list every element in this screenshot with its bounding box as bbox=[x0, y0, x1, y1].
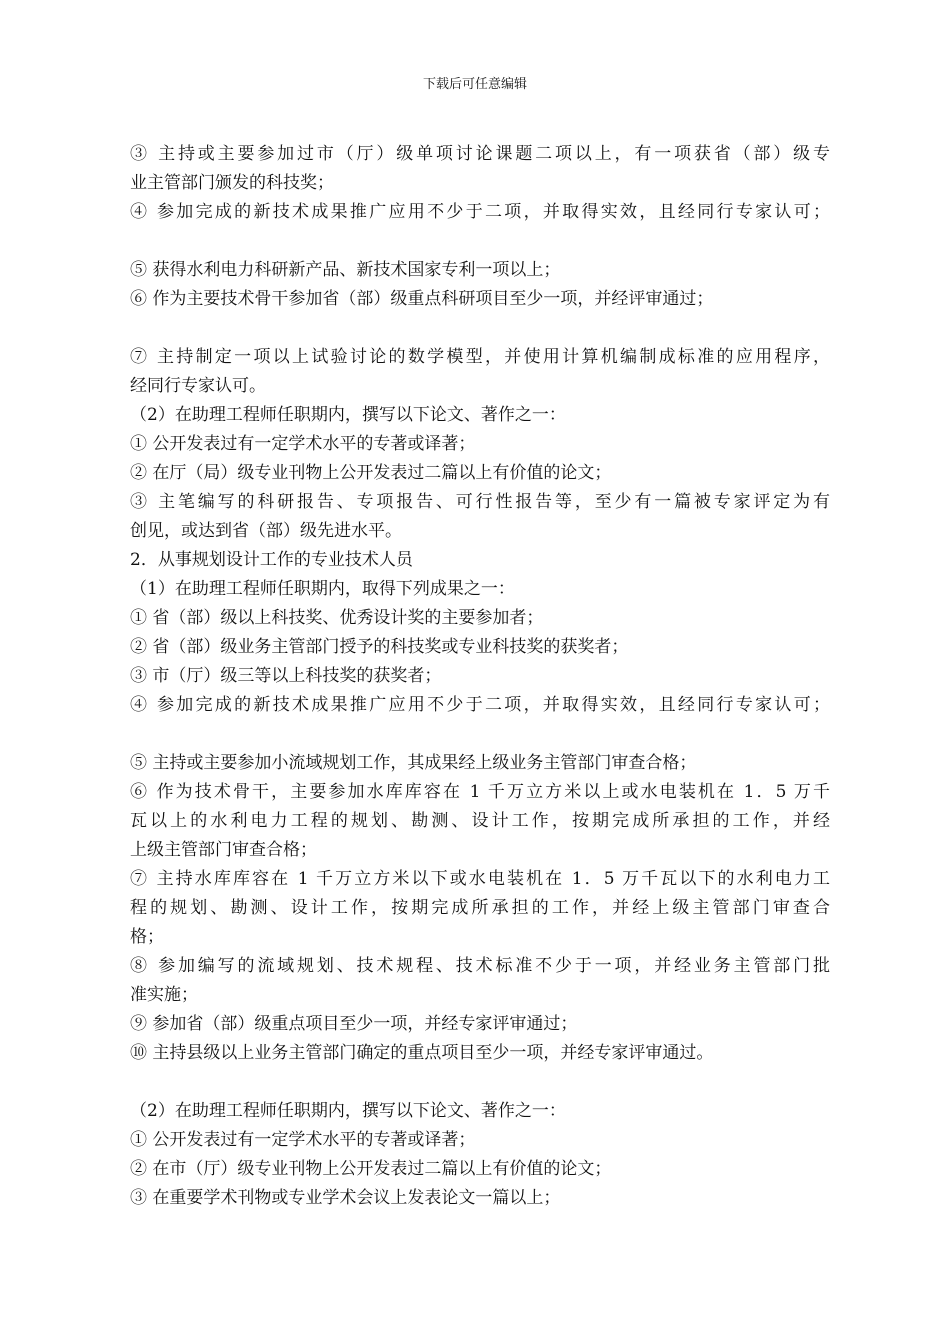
text-line: ⑨ 参加省（部）级重点项目至少一项，并经专家评审通过； bbox=[130, 1014, 578, 1034]
text-line: 格； bbox=[130, 927, 164, 947]
text-line: ③ 市（厅）级三等以上科技奖的获奖者； bbox=[130, 666, 442, 686]
text-line: 瓦以上的水利电力工程的规划、勘测、设计工作，按期完成所承担的工作，并经 bbox=[130, 811, 830, 831]
section-heading: 2．从事规划设计工作的专业技术人员 bbox=[130, 550, 413, 570]
text-line: ⑥ 作为主要技术骨干参加省（部）级重点科研项目至少一项，并经评审通过； bbox=[130, 289, 714, 309]
blank-line bbox=[130, 720, 830, 749]
text-line: ① 省（部）级以上科技奖、优秀设计奖的主要参加者； bbox=[130, 608, 544, 628]
text-line: ② 在厅（局）级专业刊物上公开发表过二篇以上有价值的论文； bbox=[130, 463, 612, 483]
text-line: ⑧ 参加编写的流域规划、技术规程、技术标准不少于一项，并经业务主管部门批 bbox=[130, 956, 830, 976]
blank-line bbox=[130, 314, 830, 343]
text-line: 经同行专家认可。 bbox=[130, 376, 266, 396]
text-line: ⑦ 主持制定一项以上试验讨论的数学模型，并使用计算机编制成标准的应用程序， bbox=[130, 347, 830, 367]
document-body bbox=[130, 140, 830, 1213]
blank-line bbox=[130, 1068, 830, 1097]
text-line: 准实施； bbox=[130, 985, 198, 1005]
text-line: 上级主管部门审查合格； bbox=[130, 840, 317, 860]
text-line: ③ 主持或主要参加过市（厅）级单项讨论课题二项以上，有一项获省（部）级专 bbox=[130, 144, 830, 164]
text-line: ① 公开发表过有一定学术水平的专著或译著； bbox=[130, 1130, 476, 1150]
text-line: ⑥ 作为技术骨干，主要参加水库库容在 1 千万立方米以上或水电装机在 1．5 万千 bbox=[130, 782, 830, 802]
text-line: ⑦ 主持水库库容在 1 千万立方米以下或水电装机在 1．5 万千瓦以下的水利电力工 bbox=[130, 869, 830, 889]
text-line: ③ 在重要学术刊物或专业学术会议上发表论文一篇以上； bbox=[130, 1188, 561, 1208]
text-line: ⑩ 主持县级以上业务主管部门确定的重点项目至少一项，并经专家评审通过。 bbox=[130, 1043, 714, 1063]
blank-line bbox=[130, 227, 830, 256]
text-line: 程的规划、勘测、设计工作，按期完成所承担的工作，并经上级主管部门审查合 bbox=[130, 898, 830, 918]
text-line: （2）在助理工程师任职期内，撰写以下论文、著作之一： bbox=[130, 1101, 566, 1121]
text-line: ③ 主笔编写的科研报告、专项报告、可行性报告等，至少有一篇被专家评定为有 bbox=[130, 492, 830, 512]
text-line: （1）在助理工程师任职期内，取得下列成果之一： bbox=[130, 579, 515, 599]
text-line: ⑤ 获得水利电力科研新产品、新技术国家专利一项以上； bbox=[130, 260, 561, 280]
text-line: ④ 参加完成的新技术成果推广应用不少于二项，并取得实效，且经同行专家认可； bbox=[130, 695, 830, 715]
text-line: ② 省（部）级业务主管部门授予的科技奖或专业科技奖的获奖者； bbox=[130, 637, 629, 657]
page-header: 下载后可任意编辑 bbox=[422, 77, 527, 92]
text-line: ⑤ 主持或主要参加小流域规划工作，其成果经上级业务主管部门审查合格； bbox=[130, 753, 697, 773]
text-line: ④ 参加完成的新技术成果推广应用不少于二项，并取得实效，且经同行专家认可； bbox=[130, 202, 830, 222]
text-line: 业主管部门颁发的科技奖； bbox=[130, 173, 334, 193]
text-line: 创见，或达到省（部）级先进水平。 bbox=[130, 521, 402, 541]
text-line: ② 在市（厅）级专业刊物上公开发表过二篇以上有价值的论文； bbox=[130, 1159, 612, 1179]
text-line: ① 公开发表过有一定学术水平的专著或译著； bbox=[130, 434, 476, 454]
text-line: （2）在助理工程师任职期内，撰写以下论文、著作之一： bbox=[130, 405, 566, 425]
